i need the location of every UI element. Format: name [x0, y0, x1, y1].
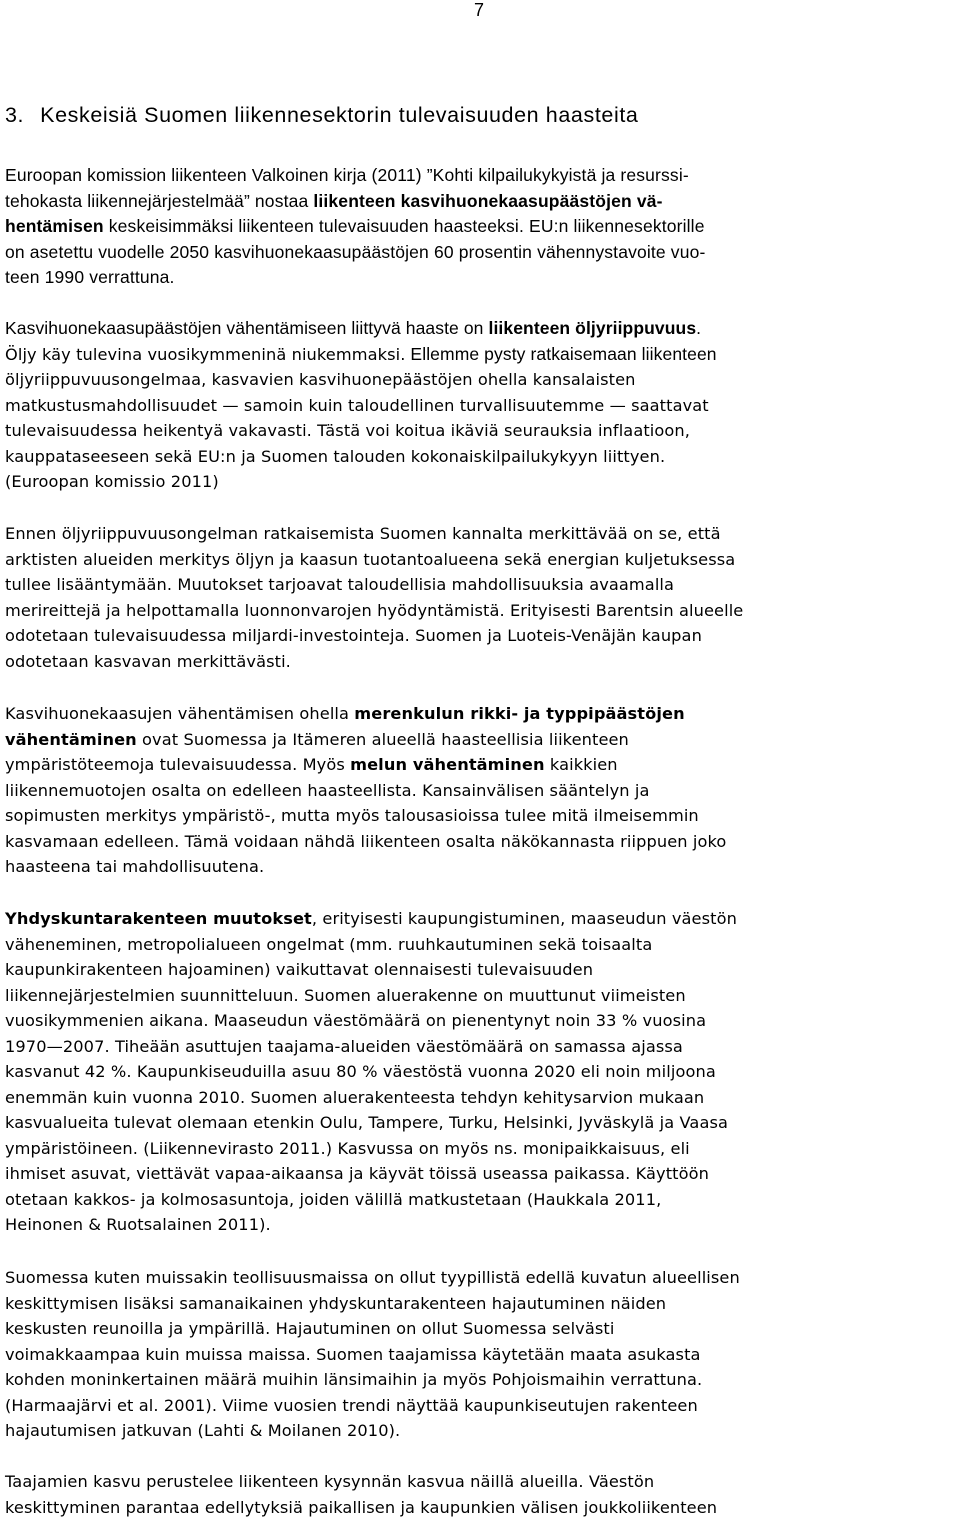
text-span: ovat Suomessa ja Itämeren alueellä haasteellisia liikenteen — [136, 729, 629, 749]
text-line: kasvamaan edelleen. Tämä voidaan nähdä liikenteen osalta näkökannasta riippuen joko — [5, 831, 727, 851]
text-line: kauppataseeseen sekä EU:n ja Suomen talouden kokonaiskilpailukykyyn liittyen. — [5, 446, 666, 466]
text-line: merireittejä ja helpottamalla luonnonvarojen hyödyntämistä. Erityisesti Barentsin alueelle — [5, 600, 744, 620]
text-line: Taajamien kasvu perustelee liikenteen kysynnän kasvua näillä alueilla. Väestön — [5, 1472, 655, 1491]
paragraph-white-paper — [5, 163, 955, 291]
text-span: Kasvihuonekaasujen vähentämisen ohella — [5, 704, 355, 723]
text-line: matkustusmahdollisuudet — samoin kuin taloudellinen turvallisuutemme — saattavat — [5, 395, 709, 415]
text-line: Ennen öljyriippuvuusongelman ratkaisemista Suomen kannalta merkittävää on se, että — [5, 524, 721, 543]
text-span: Öljy käy tulevina vuosikymmeninä niukemmaksi. — [5, 344, 406, 364]
text-line — [5, 214, 955, 240]
paragraph-arctic-regions — [5, 521, 955, 674]
text-line: sopimusten merkitys ympäristö-, mutta myös talousasioissa tulee mitä ilmeisemmin — [5, 806, 699, 825]
text-span: keskeisimmäksi liikenteen tulevaisuuden haasteeksi. EU:n liikennesektorille — [103, 216, 705, 236]
paragraph-urban-sprawl — [5, 1265, 955, 1444]
paragraph-urban-growth — [5, 1469, 955, 1520]
text-span: Kasvihuonekaasupäästöjen vähentämiseen liittyvä haaste on — [5, 318, 489, 338]
text-line: on asetettu vuodelle 2050 kasvihuonekaasupäästöjen 60 prosentin vähennystavoite vuo- — [5, 241, 706, 262]
text-line: keskittymisen lisäksi samanaikainen yhdyskuntarakenteen hajautuminen näiden — [5, 1293, 667, 1313]
text-line: tullee lisääntymään. Muutokset tarjoavat taloudellisia mahdollisuuksia avaamalla — [5, 575, 675, 594]
text-line: teen 1990 verrattuna. — [5, 267, 175, 287]
text-span: . — [696, 318, 702, 338]
paragraph-oil-dependency — [5, 316, 955, 495]
emphasis-text: liikenteen öljyriippuvuus — [488, 318, 697, 338]
text-line: kasvanut 42 %. Kaupunkiseuduilla asuu 80 % väestöstä vuonna 2020 eli noin miljoona — [5, 1062, 716, 1081]
text-line: kohden moninkertainen määrä muihin länsimaihin ja myös Pohjoismaihin verrattuna. — [5, 1370, 703, 1389]
text-line: liikennemuotojen osalta on edelleen haasteellista. Kansainvälisen sääntelyn ja — [5, 780, 650, 800]
text-span: , erityisesti kaupungistuminen, maaseudun väestön — [311, 909, 737, 928]
text-line: voimakkaampaa kuin muissa maissa. Suomen taajamissa käytetään maata asukasta — [5, 1344, 701, 1364]
text-line: odotetaan kasvavan merkittävästi. — [5, 651, 291, 671]
text-line — [5, 342, 955, 368]
text-line: (Euroopan komissio 2011) — [5, 472, 219, 491]
section-heading — [5, 101, 950, 129]
text-line — [5, 752, 955, 778]
emphasis-text: hentämisen — [5, 216, 104, 236]
text-line: ihmiset asuvat, viettävät vapaa-aikaansa ja käyvät töissä useassa paikassa. Käyttöön — [5, 1164, 709, 1183]
paragraph-shipping-emissions — [5, 701, 955, 880]
text-line — [5, 316, 955, 342]
text-line: otetaan kakkos- ja kolmosasuntoja, joiden välillä matkustetaan (Haukkala 2011, — [5, 1189, 662, 1209]
text-line: vuosikymmenien aikana. Maaseudun väestömäärä on pienentynyt noin 33 % vuosina — [5, 1011, 707, 1030]
text-line: (Harmaajärvi et al. 2001). Viime vuosien trendi näyttää kaupunkiseutujen rakenteen — [5, 1395, 698, 1415]
text-line — [5, 189, 955, 215]
text-span: ympäristöteemoja tulevaisuudessa. Myös — [5, 755, 351, 774]
text-line: keskusten reunoilla ja ympärillä. Hajautuminen on ollut Suomessa selvästi — [5, 1319, 615, 1338]
text-line: enemmän kuin vuonna 2010. Suomen aluerakenteesta tehdyn kehitysarvion mukaan — [5, 1087, 705, 1107]
text-line: öljyriippuvuusongelmaa, kasvavien kasvihuonepäästöjen ohella kansalaisten — [5, 370, 636, 389]
text-span: tehokasta liikennejärjestelmää” nostaa — [5, 190, 314, 211]
text-line: kasvualueita tulevat olemaan etenkin Oulu, Tampere, Turku, Helsinki, Jyväskylä ja Vaasa — [5, 1113, 729, 1132]
section-title: Keskeisiä Suomen liikennesektorin tulevaisuuden haasteita — [40, 103, 639, 127]
text-line — [5, 701, 955, 727]
emphasis-text: melun vähentäminen — [350, 755, 545, 774]
text-line: Euroopan komission liikenteen Valkoinen kirja (2011) ”Kohti kilpailukykyistä ja resurssi- — [5, 165, 689, 185]
emphasis-text: merenkulun rikki- ja typpipäästöjen — [354, 704, 685, 723]
section-number: 3. — [5, 103, 25, 127]
text-line: tulevaisuudessa heikentyä vakavasti. Tästä voi koitua ikäviä seurauksia inflaatioon, — [5, 421, 690, 440]
text-line: kaupunkirakenteen hajoaminen) vaikuttavat olennaisesti tulevaisuuden — [5, 960, 594, 979]
text-line: Suomessa kuten muissakin teollisuusmaissa on ollut tyypillistä edellä kuvatun alueellisen — [5, 1268, 740, 1287]
emphasis-text: vähentäminen — [5, 729, 137, 749]
text-line: hajautumisen jatkuvan (Lahti & Moilanen 2010). — [5, 1421, 401, 1440]
emphasis-text: liikenteen kasvihuonekaasupäästöjen vä- — [313, 190, 663, 211]
text-line: keskittyminen parantaa edellytyksiä paikallisen ja kaupunkien välisen joukkoliikenteen — [5, 1497, 718, 1517]
text-span: kaikkien — [544, 755, 618, 774]
emphasis-text: Yhdyskuntarakenteen muutokset — [5, 909, 312, 928]
text-line — [5, 727, 955, 753]
text-line — [5, 906, 955, 932]
page-number: 7 — [474, 0, 485, 20]
text-span: Ellemme pysty ratkaisemaan liikenteen — [405, 343, 717, 364]
text-line: haasteena tai mahdollisuutena. — [5, 857, 265, 876]
text-line: arktisten alueiden merkitys öljyn ja kaasun tuotantoalueena sekä energian kuljetuksessa — [5, 549, 736, 569]
paragraph-community-structure — [5, 906, 955, 1238]
text-line: ympäristöineen. (Liikennevirasto 2011.) Kasvussa on myös ns. monipaikkaisuus, eli — [5, 1138, 690, 1158]
text-line: Heinonen & Ruotsalainen 2011). — [5, 1215, 271, 1234]
text-line: liikennejärjestelmien suunnitteluun. Suomen aluerakenne on muuttunut viimeisten — [5, 985, 686, 1005]
text-line: odotetaan tulevaisuudessa miljardi-investointeja. Suomen ja Luoteis-Venäjän kaupan — [5, 626, 702, 645]
text-line: 1970—2007. Tiheään asuttujen taajama-alueiden väestömäärä on samassa ajassa — [5, 1036, 683, 1056]
text-line: väheneminen, metropolialueen ongelmat (mm. ruuhkautuminen sekä toisaalta — [5, 934, 653, 954]
